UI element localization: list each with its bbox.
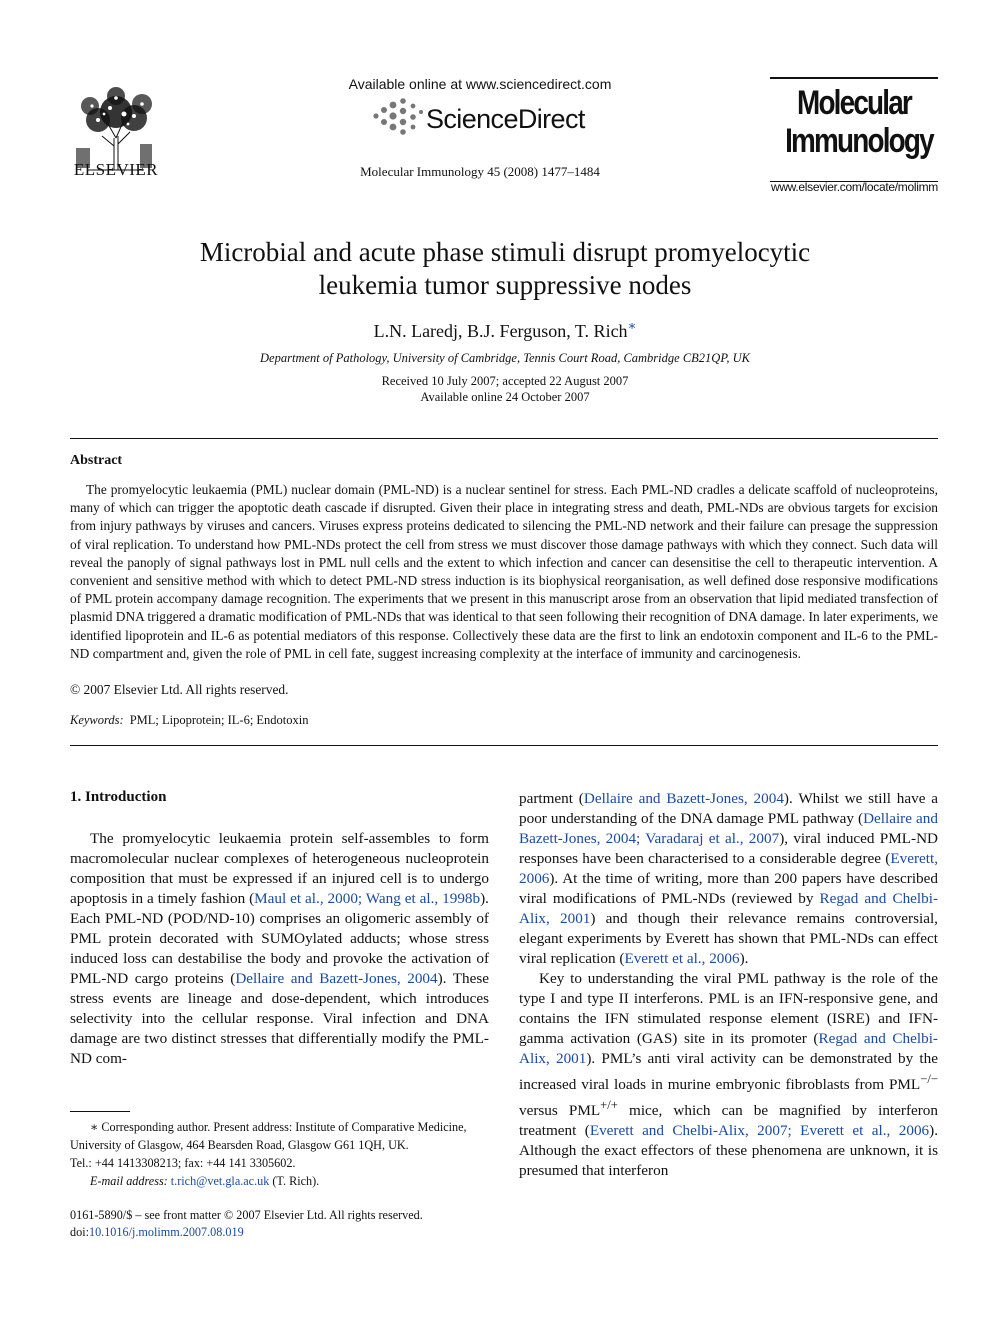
citation-link[interactable]: Dellaire and Bazett-Jones, 2004 bbox=[583, 790, 784, 807]
author-list bbox=[120, 318, 890, 342]
footnote-rule bbox=[70, 1111, 130, 1112]
citation-link[interactable]: Maul et al., 2000; Wang et al., 1998b bbox=[254, 890, 481, 907]
citation-link[interactable]: Everett et al., 2006 bbox=[624, 950, 740, 967]
affiliation: Department of Pathology, University of Cambridge, Tennis Court Road, Cambridge CB21QP, UK bbox=[260, 351, 750, 365]
keywords-list: PML; Lipoprotein; IL-6; Endotoxin bbox=[129, 713, 309, 727]
abstract-copyright: © 2007 Elsevier Ltd. All rights reserved. bbox=[70, 682, 289, 697]
left-column bbox=[70, 829, 489, 1069]
issn-line: 0161-5890/$ – see front matter © 2007 Elsevier Ltd. All rights reserved. bbox=[70, 1208, 423, 1222]
email-link[interactable]: t.rich@vet.gla.ac.uk bbox=[170, 1174, 270, 1188]
available-online-text[interactable]: Available online at www.sciencedirect.com bbox=[348, 76, 612, 92]
journal-name-line1: Molecular bbox=[797, 84, 911, 122]
keywords-label: Keywords: bbox=[70, 713, 124, 727]
title-line-1: Microbial and acute phase stimuli disrupt promyelocytic bbox=[199, 237, 811, 267]
author-names: L.N. Laredj, B.J. Ferguson, T. Rich bbox=[373, 321, 628, 341]
received-dates: Received 10 July 2007; accepted 22 August 2007 bbox=[381, 374, 629, 388]
title-line-2: leukemia tumor suppressive nodes bbox=[318, 270, 692, 300]
page-footer bbox=[70, 1207, 490, 1241]
journal-url[interactable]: www.elsevier.com/locate/molimm bbox=[770, 180, 938, 194]
abstract-heading: Abstract bbox=[70, 453, 123, 468]
available-online-date: Available online 24 October 2007 bbox=[420, 390, 590, 404]
abstract-body: The promyelocytic leukaemia (PML) nuclear domain (PML-ND) is a nuclear sentinel for stress. Each PML-ND cradles a delicate scaffold of nucleoproteins, many of which can trigger the apoptotic death cascade if disrupted. Given their place in integrating stress and death, PML-NDs are obvious targets for excision from injury pathways by viruses and cancers. Viruses express proteins dedicated to silencing the PML-ND network and their failure can presage the suppression of viral replication. To understand how PML-NDs protect the cell from stress we must discover those damage pathways with which they connect. Such data will reveal the panoply of signal pathways lost in PML null cells and the extent to which infection and cancer can desensitise the cell to therapeutic intervention. A convenient and sensitive method with which to detect PML-ND stress induction is its biophysical reorganisation, as well defined dose responsive modifications of PML protein accompany damage recognition. The experiments that we present in this manuscript arose from an observation that lipid mediated transfection of plasmid DNA triggered a dramatic modification of PML-NDs that was identical to that seen following their recognition of DNA damage. In later experiments, we identified lipoprotein and IL-6 as potential mediators of this response. Collectively these data are the first to link an endotoxin component and IL-6 to the PML-ND compartment and, given the role of PML in cell fate, suggest increasing complexity at the interface of immunity and carcinogenesis. bbox=[70, 482, 938, 661]
doi-link[interactable]: 10.1016/j.molimm.2007.08.019 bbox=[88, 1225, 244, 1239]
citation-link[interactable]: Regad and Chelbi-Alix, 2001 bbox=[519, 890, 938, 927]
sciencedirect-wordmark: ScienceDirect bbox=[426, 104, 585, 134]
journal-name-line2: Immunology bbox=[785, 122, 933, 160]
citation-link[interactable]: Everett and Chelbi-Alix, 2007; Everett et al., 2006 bbox=[589, 1122, 930, 1140]
publisher-name: ELSEVIER bbox=[73, 160, 159, 179]
section-heading-introduction: 1. Introduction bbox=[70, 789, 167, 805]
divider-top bbox=[70, 438, 938, 439]
intro-paragraph-2: Key to understanding the viral PML pathway is the role of the type I and type II interferons. PML is an IFN-responsive gene, and contains the IFN stimulated response element (ISRE) and IFN-gamma activation (GAS) site in its promoter (Regad and Chelbi-Alix, 2001). PML’s anti viral activity can be demonstrated by the increased viral loads in murine embryonic fibroblasts from PML−/− versus PML+/+ mice, which can be magnified by interferon treatment (Everett and Chelbi-Alix, 2007; Everett et al., 2006). Although the exact effectors of these phenomena are unknown, it is presumed that interferon bbox=[519, 970, 938, 1180]
doi-line: doi:10.1016/j.molimm.2007.08.019 bbox=[70, 1225, 244, 1239]
right-column bbox=[519, 789, 938, 1181]
journal-citation: Molecular Immunology 45 (2008) 1477–1484 bbox=[360, 164, 600, 179]
divider-bottom bbox=[70, 745, 938, 746]
footnote-mark: ∗ bbox=[90, 1120, 99, 1134]
citation-link[interactable]: Dellaire and Bazett-Jones, 2004 bbox=[235, 970, 438, 987]
corresponding-author-footnote: ∗ Corresponding author. Present address: Institute of Comparative Medicine, University of Glasgow, 464 Bearsden Road, Glasgow G61 1QH, UK. Tel.: +44 1413308213; fax: +44 141 3305602. E-mail address: t.rich@vet.gla.ac.uk (T. Rich). bbox=[70, 1120, 467, 1188]
keywords bbox=[70, 713, 309, 728]
journal-masthead bbox=[785, 84, 933, 160]
citation-link[interactable]: Everett, 2006 bbox=[519, 850, 938, 887]
intro-paragraph-1-continued: partment (Dellaire and Bazett-Jones, 2004). Whilst we still have a poor understanding of the DNA damage PML pathway (Dellaire and Bazett-Jones, 2004; Varadaraj et al., 2007), viral induced PML-ND responses have been characterised to a considerable degree (Everett, 2006). At the time of writing, more than 200 papers have described viral modifications of PML-NDs (reviewed by Regad and Chelbi-Alix, 2001) and though their relevance remains controversial, elegant experiments by Everett has shown that PML-NDs can effect viral replication (Everett et al., 2006). bbox=[519, 790, 939, 967]
intro-paragraph-1: The promyelocytic leukaemia protein self-assembles to form macromolecular nuclear complexes of heterogeneous nucleoprotein composition that must be expressed if an injured cell is to undergo apoptosis in a timely fashion (Maul et al., 2000; Wang et al., 1998b). Each PML-ND (POD/ND-10) comprises an oligomeric assembly of PML protein decorated with SUMOylated adducts; whose stress induced loss can destabilise the body and provoke the activation of PML-ND cargo proteins (Dellaire and Bazett-Jones, 2004). These stress events are lineage and dose-dependent, which introduces selectivity into the cellular response. Viral infection and DNA damage are two distinct stresses that differentially modify the PML-ND com- bbox=[70, 830, 490, 1067]
citation-link[interactable]: Regad and Chelbi-Alix, 2001 bbox=[519, 1030, 938, 1067]
article-title bbox=[120, 236, 890, 302]
corresponding-author-mark[interactable]: ∗ bbox=[627, 318, 637, 333]
citation-link[interactable]: Dellaire and Bazett-Jones, 2004; Varadaraj et al., 2007 bbox=[519, 810, 938, 847]
